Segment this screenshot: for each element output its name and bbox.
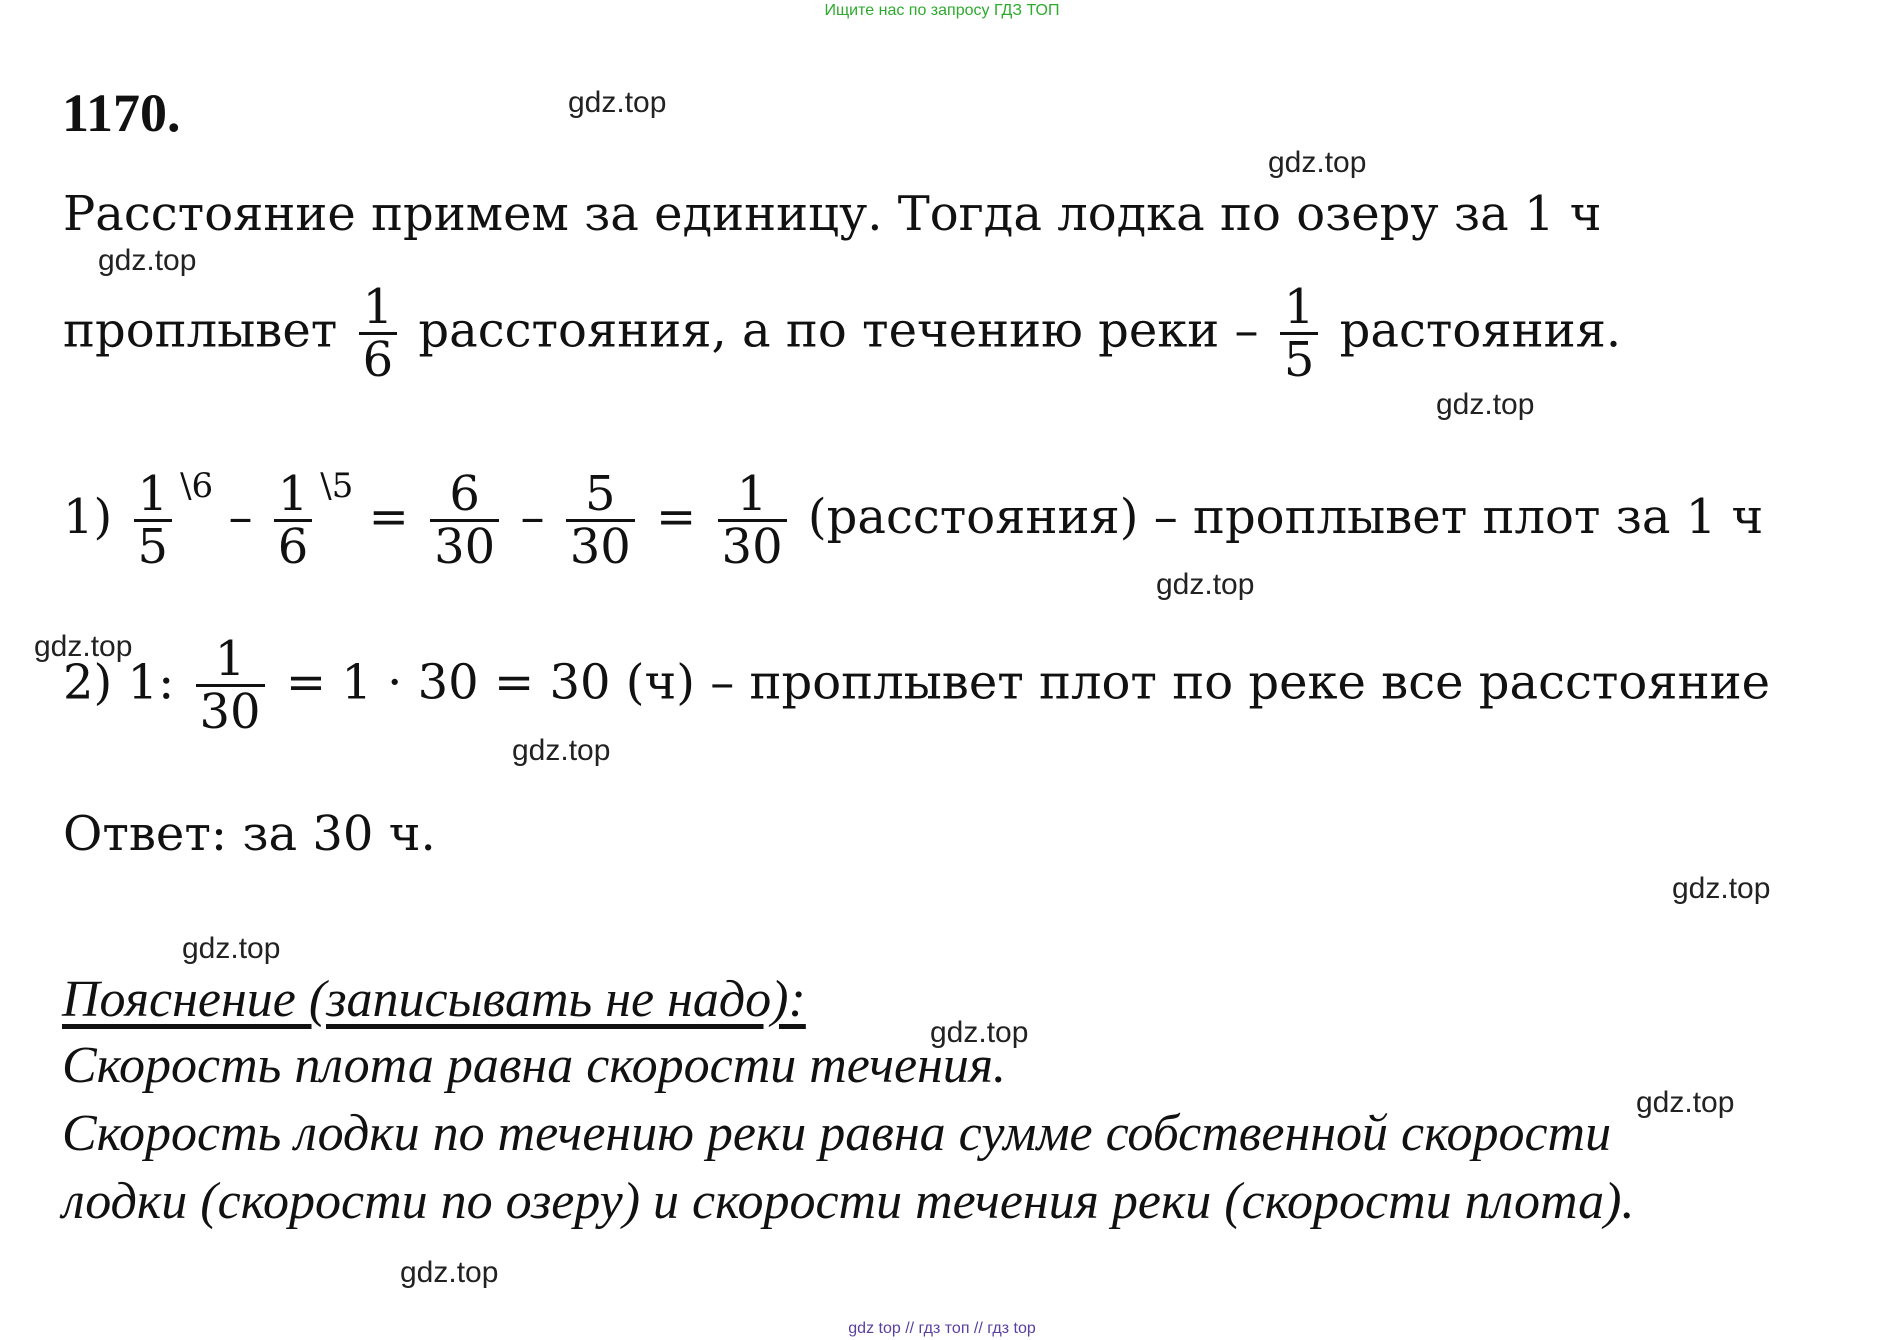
equals-sign: = [656,489,697,545]
fraction-e [718,465,787,575]
multiplier-superscript: \6 [180,466,214,506]
step-1-label: 1) [63,489,113,545]
minus-sign: – [228,489,253,545]
fraction-denominator: 30 [430,519,499,572]
explanation-heading: Пояснение (записывать не надо): [62,971,806,1028]
watermark: gdz.top [400,1256,499,1289]
step-2-pre: 2) 1: [63,654,175,711]
fraction-denominator: 6 [274,519,313,572]
footer-links: gdz top // гдз топ // гдз top [848,1320,1036,1337]
fraction-denominator: 30 [566,519,635,572]
watermark: gdz.top [930,1016,1029,1049]
step-2-text: = 1 · 30 = 30 (ч) – проплывет плот по реке все расстояние [285,654,1770,711]
fraction-numerator: 1 [1283,279,1315,335]
fraction-numerator: 5 [584,465,616,522]
fraction-f [196,631,265,741]
intro-text-pre: проплывет [63,302,338,359]
fraction-d [566,465,635,575]
intro-line-2 [63,279,1622,389]
watermark: gdz.top [1636,1086,1735,1119]
fraction-denominator: 30 [196,684,265,737]
fraction-denominator: 6 [359,332,398,385]
fraction-numerator: 1 [277,465,309,522]
fraction-numerator: 1 [137,465,169,522]
explanation-line-3: лодки (скорости по озеру) и скорости течения реки (скорости плота). [62,1173,1635,1230]
top-banner: Ищите нас по запросу ГДЗ ТОП [824,2,1060,19]
intro-text-post: растояния. [1339,302,1622,359]
step-2 [63,631,1770,741]
intro-text-mid: расстояния, а по течению реки – [418,302,1259,359]
fraction-numerator: 1 [362,279,394,335]
fraction-denominator: 5 [1280,332,1319,385]
watermark: gdz.top [568,86,667,119]
fraction-c [430,465,499,575]
fraction-numerator: 6 [449,465,480,522]
fraction-denominator: 30 [718,519,787,572]
step-1 [63,465,1764,575]
watermark: gdz.top [1436,388,1535,421]
fraction-numerator: 1 [736,465,768,522]
problem-number: 1170. [62,83,181,143]
fraction-one-sixth [359,279,398,389]
watermark: gdz.top [1156,568,1255,601]
fraction-numerator: 1 [214,631,246,687]
watermark: gdz.top [34,630,133,663]
watermark: gdz.top [512,734,611,767]
explanation-line-2: Скорость лодки по течению реки равна сумме собственной скорости [62,1105,1612,1162]
watermark: gdz.top [1268,146,1367,179]
multiplier-superscript: \5 [320,466,354,506]
fraction-denominator: 5 [134,519,173,572]
answer: Ответ: за 30 ч. [63,806,436,862]
watermark: gdz.top [1672,872,1771,905]
explanation-line-1: Скорость плота равна скорости течения. [62,1037,1007,1094]
watermark: gdz.top [98,244,197,277]
step-1-text: (расстояния) – проплывет плот за 1 ч [807,489,1764,545]
fraction-b [274,465,313,575]
watermark: gdz.top [182,932,281,965]
intro-line-1: Расстояние примем за единицу. Тогда лодка по озеру за 1 ч [63,186,1602,242]
fraction-one-fifth [1280,279,1319,389]
fraction-a [134,465,173,575]
minus-sign: – [520,489,545,545]
equals-sign: = [368,489,409,545]
